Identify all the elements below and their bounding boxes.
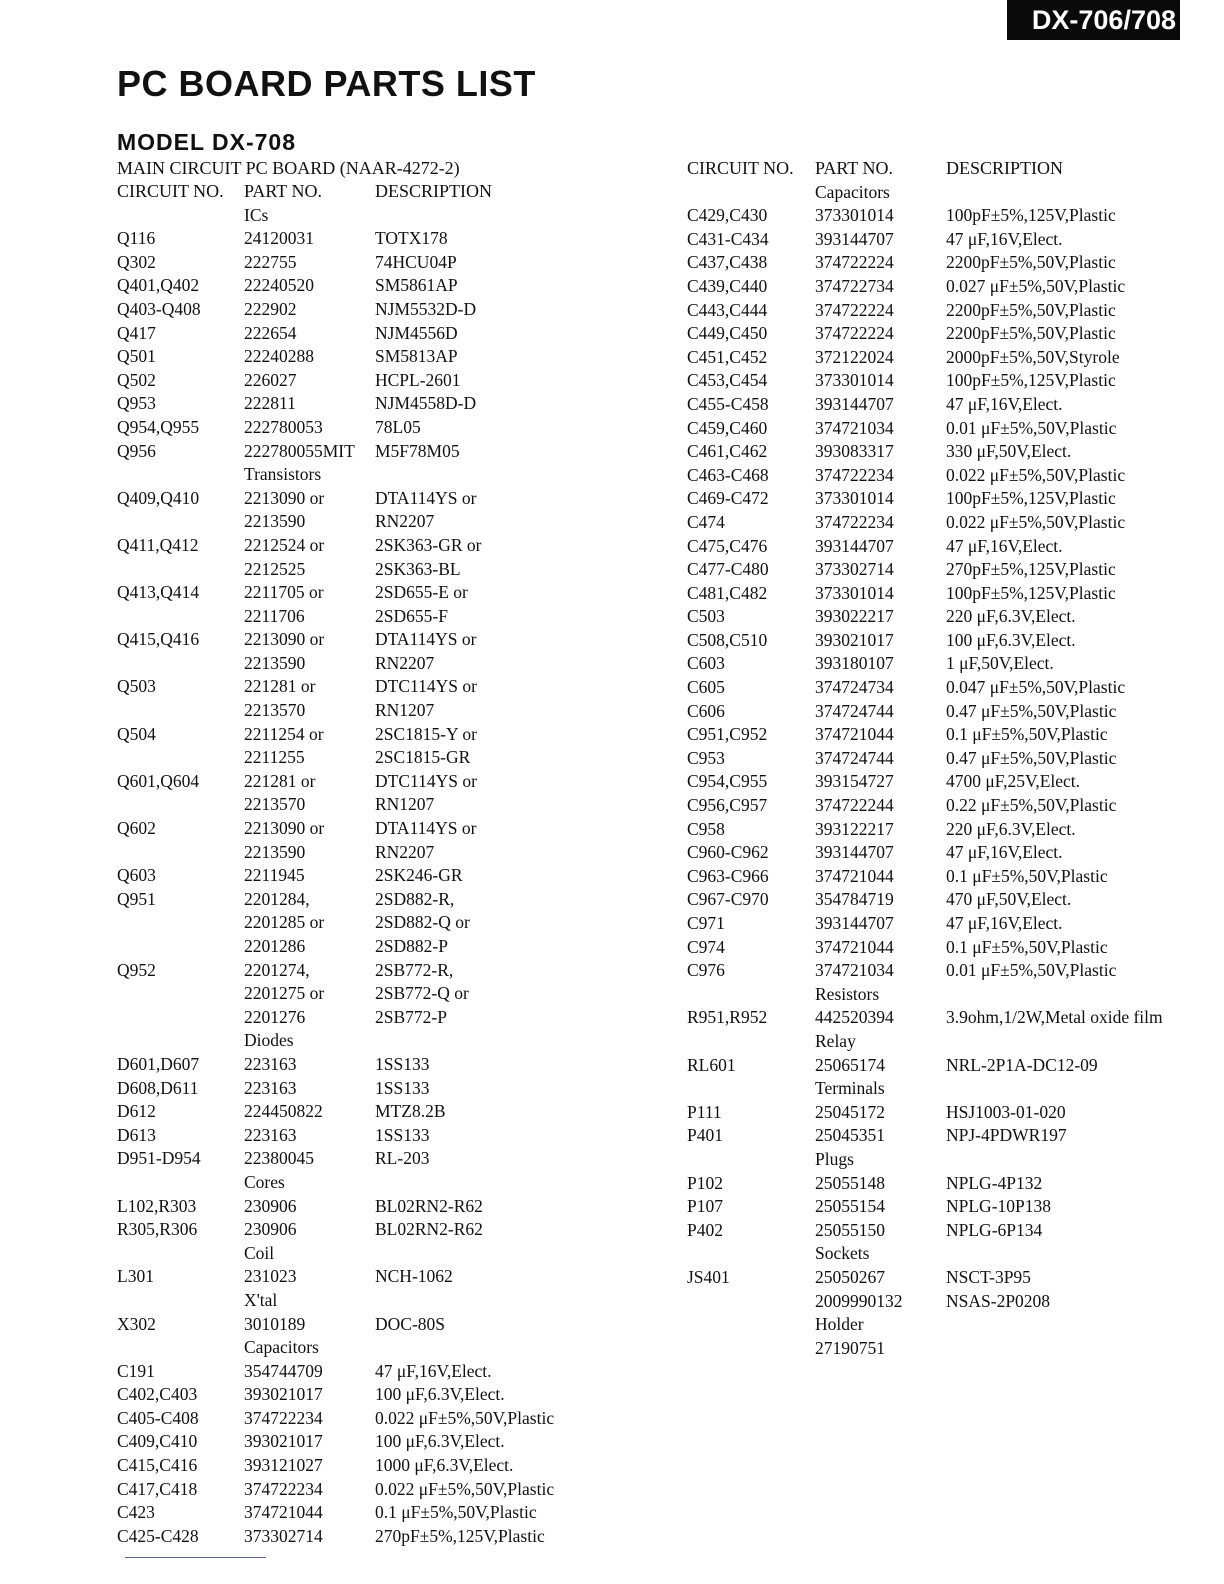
description: 2SB772-R,	[375, 959, 454, 980]
circuit-no: C953	[687, 747, 725, 768]
column-header-circuit-no: CIRCUIT NO.	[687, 158, 794, 178]
part-no: 374721044	[815, 936, 894, 957]
circuit-no: C417,C418	[117, 1478, 198, 1499]
circuit-no: P111	[687, 1101, 722, 1122]
circuit-no: Q956	[117, 440, 156, 461]
part-no: 393154727	[815, 771, 894, 792]
part-no: 231023	[244, 1266, 297, 1287]
part-no: 2201286	[244, 936, 306, 956]
circuit-no: C415,C416	[117, 1455, 198, 1476]
circuit-no: C437,C438	[687, 252, 768, 273]
circuit-no: Q602	[117, 818, 156, 839]
circuit-no: C429,C430	[687, 205, 768, 226]
circuit-no: C954,C955	[687, 771, 768, 792]
circuit-no: Q411,Q412	[117, 534, 199, 555]
part-no: 373302714	[244, 1525, 323, 1546]
part-no: 222811	[244, 393, 296, 414]
description: 1SS133	[375, 1053, 430, 1074]
circuit-no: D601,D607	[117, 1053, 200, 1074]
part-no: 2201284,	[244, 888, 310, 909]
part-no: 2213590	[244, 652, 306, 673]
description: 0.022 μF±5%,50V,Plastic	[375, 1478, 555, 1499]
part-no: 374721044	[815, 724, 894, 745]
description: NJM4558D-D	[375, 393, 477, 414]
description: 100 μF,6.3V,Elect.	[375, 1431, 505, 1452]
part-no: 222654	[244, 322, 297, 343]
circuit-no: C469-C472	[687, 488, 769, 509]
description: 0.1 μF±5%,50V,Plastic	[946, 724, 1108, 745]
part-no: 221281 or	[244, 770, 316, 791]
circuit-no: C605	[687, 677, 725, 698]
circuit-no: C475,C476	[687, 535, 768, 556]
description: M5F78M05	[375, 440, 460, 461]
circuit-no: Q953	[117, 393, 156, 414]
part-no: 374724744	[815, 747, 894, 768]
part-no: 393144707	[815, 913, 894, 933]
description: RN2207	[375, 511, 435, 532]
description: NSCT-3P95	[946, 1266, 1031, 1287]
page-title: PC BOARD PARTS LIST	[117, 63, 536, 104]
circuit-no: Q501	[117, 346, 156, 367]
part-no: 222780055MIT	[244, 440, 355, 461]
circuit-no: Q116	[117, 228, 156, 249]
circuit-no: C463-C468	[687, 464, 769, 485]
part-no: Relay	[815, 1030, 856, 1051]
part-no: 222902	[244, 298, 297, 319]
part-no: 25045351	[815, 1125, 885, 1146]
circuit-no: P102	[687, 1172, 723, 1193]
description: 100pF±5%,125V,Plastic	[946, 582, 1116, 603]
description: HCPL-2601	[375, 369, 461, 390]
description: SM5861AP	[375, 275, 458, 296]
model-heading: MODEL DX-708	[117, 129, 297, 155]
description: BL02RN2-R62	[375, 1219, 483, 1240]
description: BL02RN2-R62	[375, 1195, 483, 1216]
part-no: 223163	[244, 1124, 297, 1145]
part-no: Resistors	[815, 983, 880, 1004]
part-no: 374722234	[244, 1478, 323, 1499]
part-no: 2211705 or	[244, 582, 324, 603]
description: DOC-80S	[375, 1313, 446, 1334]
part-no: 2213090 or	[244, 818, 325, 839]
part-no: 2201275 or	[244, 983, 325, 1004]
circuit-no: D613	[117, 1124, 156, 1145]
part-no: ICs	[244, 204, 269, 225]
description: DTC114YS or	[375, 676, 477, 697]
circuit-no: C405-C408	[117, 1407, 199, 1428]
circuit-no: C474	[687, 511, 725, 532]
part-no: 25055148	[815, 1172, 885, 1193]
circuit-no: C461,C462	[687, 441, 768, 462]
description: 2200pF±5%,50V,Plastic	[946, 299, 1116, 320]
part-no: 373301014	[815, 370, 894, 391]
circuit-no: C191	[117, 1360, 155, 1381]
description: NSAS-2P0208	[946, 1290, 1051, 1311]
circuit-no: C443,C444	[687, 299, 768, 320]
circuit-no: R951,R952	[687, 1007, 768, 1028]
description: NPLG-10P138	[946, 1196, 1052, 1217]
part-no: 2213090 or	[244, 629, 325, 650]
circuit-no: C606	[687, 700, 725, 721]
description: 2SC1815-GR	[375, 747, 471, 768]
circuit-no: Q504	[117, 723, 156, 744]
description: 47 μF,16V,Elect.	[946, 535, 1063, 556]
part-no: 3010189	[244, 1313, 306, 1334]
part-no: 2212525	[244, 558, 306, 579]
circuit-no: C967-C970	[687, 889, 769, 910]
part-no: Capacitors	[244, 1337, 319, 1358]
part-no: 22380045	[244, 1148, 314, 1169]
description: 3.9ohm,1/2W,Metal oxide film	[946, 1007, 1163, 1028]
description: DTA114YS or	[375, 487, 477, 508]
description: HSJ1003-01-020	[946, 1101, 1066, 1122]
circuit-no: Q413,Q414	[117, 582, 200, 603]
part-no: 442520394	[815, 1007, 894, 1028]
description: 0.47 μF±5%,50V,Plastic	[946, 700, 1117, 721]
description: 470 μF,50V,Elect.	[946, 889, 1072, 910]
circuit-no: Q951	[117, 888, 156, 909]
description: 2SD655-F	[375, 605, 448, 626]
part-no: 2201274,	[244, 959, 310, 980]
part-no: 374722234	[815, 511, 894, 532]
part-no: 374721044	[244, 1502, 323, 1523]
part-no: 2213590	[244, 511, 306, 532]
circuit-no: C963-C966	[687, 865, 769, 886]
description: 220 μF,6.3V,Elect.	[946, 606, 1076, 627]
description: TOTX178	[375, 228, 448, 249]
part-no: 25045172	[815, 1101, 885, 1122]
part-no: Diodes	[244, 1030, 294, 1051]
part-no: 22240520	[244, 275, 314, 296]
part-no: 25050267	[815, 1266, 885, 1287]
description: 0.1 μF±5%,50V,Plastic	[946, 936, 1108, 957]
part-no: 374721044	[815, 865, 894, 886]
description: NPLG-6P134	[946, 1219, 1043, 1240]
part-no: 222780053	[244, 416, 323, 437]
circuit-no: C976	[687, 960, 725, 981]
description: NRL-2P1A-DC12-09	[946, 1054, 1098, 1075]
part-no: 373301014	[815, 488, 894, 509]
circuit-no: C481,C482	[687, 582, 768, 603]
part-no: 393144707	[815, 393, 894, 414]
part-no: 224450822	[244, 1101, 323, 1122]
part-no: 2211254 or	[244, 723, 324, 744]
description: 2SB772-Q or	[375, 983, 469, 1004]
part-no: 374722224	[815, 252, 894, 273]
part-no: Coil	[244, 1242, 275, 1263]
part-no: 2213090 or	[244, 487, 325, 508]
part-no: 223163	[244, 1053, 297, 1074]
circuit-no: RL601	[687, 1054, 736, 1075]
description: 74HCU04P	[375, 251, 457, 272]
part-no: 373301014	[815, 205, 894, 226]
description: 100 μF,6.3V,Elect.	[375, 1384, 505, 1405]
description: RN1207	[375, 794, 435, 815]
description: 0.01 μF±5%,50V,Plastic	[946, 960, 1117, 981]
description: 2SD882-P	[375, 936, 448, 956]
circuit-no: R305,R306	[117, 1219, 198, 1240]
circuit-no: Q603	[117, 865, 156, 886]
board-title: MAIN CIRCUIT PC BOARD (NAAR-4272-2)	[117, 158, 460, 178]
description: 100pF±5%,125V,Plastic	[946, 205, 1116, 226]
part-no: 393121027	[244, 1455, 323, 1476]
description: 330 μF,50V,Elect.	[946, 441, 1072, 462]
circuit-no: C425-C428	[117, 1525, 199, 1546]
circuit-no: C449,C450	[687, 323, 768, 344]
circuit-no: X302	[117, 1313, 156, 1334]
circuit-no: C477-C480	[687, 559, 769, 580]
part-no: 393144707	[815, 228, 894, 249]
description: NPJ-4PDWR197	[946, 1125, 1067, 1146]
circuit-no: C956,C957	[687, 795, 768, 816]
part-no: 230906	[244, 1195, 297, 1216]
part-no: 374722224	[815, 299, 894, 320]
description: 47 μF,16V,Elect.	[946, 228, 1063, 249]
description: 2SD882-R,	[375, 888, 455, 909]
circuit-no: C974	[687, 936, 725, 957]
description: NJM5532D-D	[375, 298, 477, 319]
description: 100pF±5%,125V,Plastic	[946, 488, 1116, 509]
circuit-no: Q302	[117, 251, 156, 272]
circuit-no: C603	[687, 653, 725, 674]
description: 78L05	[375, 416, 421, 437]
description: SM5813AP	[375, 346, 458, 367]
circuit-no: Q403-Q408	[117, 298, 201, 319]
part-no: 230906	[244, 1219, 297, 1240]
part-no: 221281 or	[244, 676, 316, 697]
description: 2SK363-BL	[375, 558, 461, 579]
description: 0.47 μF±5%,50V,Plastic	[946, 747, 1117, 768]
part-no: 2213590	[244, 841, 306, 862]
part-no: Plugs	[815, 1148, 854, 1169]
description: 2200pF±5%,50V,Plastic	[946, 252, 1116, 273]
part-no: 393022217	[815, 606, 894, 627]
part-no: 2212524 or	[244, 534, 325, 555]
part-no: 2201276	[244, 1006, 306, 1027]
circuit-no: Q417	[117, 322, 156, 343]
circuit-no: P401	[687, 1125, 723, 1146]
description: NCH-1062	[375, 1266, 453, 1287]
circuit-no: C958	[687, 818, 725, 839]
part-no: 374722224	[815, 323, 894, 344]
part-no: 374722234	[244, 1407, 323, 1428]
circuit-no: C451,C452	[687, 346, 768, 367]
part-no: Transistors	[244, 464, 322, 485]
description: 1 μF,50V,Elect.	[946, 653, 1054, 674]
circuit-no: Q954,Q955	[117, 416, 200, 437]
part-no: 354784719	[815, 889, 894, 910]
description: 2SK246-GR	[375, 865, 463, 886]
circuit-no: P402	[687, 1219, 723, 1240]
circuit-no: Q601,Q604	[117, 770, 200, 791]
description: 1SS133	[375, 1124, 430, 1145]
circuit-no: C439,C440	[687, 275, 768, 296]
part-no: Terminals	[815, 1078, 885, 1099]
circuit-no: D608,D611	[117, 1077, 199, 1098]
description: 2200pF±5%,50V,Plastic	[946, 323, 1116, 344]
description: 0.1 μF±5%,50V,Plastic	[946, 865, 1108, 886]
footer-rule	[125, 1557, 266, 1558]
part-no: 2201285 or	[244, 912, 325, 933]
part-no: 2009990132	[815, 1290, 903, 1311]
description: 1000 μF,6.3V,Elect.	[375, 1455, 514, 1476]
description: 2SC1815-Y or	[375, 723, 477, 744]
circuit-no: C503	[687, 606, 725, 627]
circuit-no: C431-C434	[687, 228, 769, 249]
description: 0.022 μF±5%,50V,Plastic	[946, 511, 1126, 532]
part-no: 373301014	[815, 582, 894, 603]
description: 47 μF,16V,Elect.	[375, 1360, 492, 1381]
part-no: 24120031	[244, 228, 314, 249]
circuit-no: C459,C460	[687, 417, 768, 438]
part-no: 374721034	[815, 417, 894, 438]
description: MTZ8.2B	[375, 1101, 446, 1122]
circuit-no: C971	[687, 913, 725, 933]
column-header-part-no: PART NO.	[244, 181, 322, 201]
part-no: 393021017	[244, 1431, 323, 1452]
description: RN2207	[375, 652, 435, 673]
part-no: 374722734	[815, 275, 894, 296]
description: NPLG-4P132	[946, 1172, 1043, 1193]
description: RN2207	[375, 841, 435, 862]
description: DTA114YS or	[375, 629, 477, 650]
part-no: 354744709	[244, 1360, 323, 1381]
circuit-no: Q503	[117, 676, 156, 697]
part-no: 374724744	[815, 700, 894, 721]
circuit-no: P107	[687, 1196, 723, 1217]
part-no: 22240288	[244, 346, 314, 367]
circuit-no: C423	[117, 1502, 155, 1523]
description: 100pF±5%,125V,Plastic	[946, 370, 1116, 391]
description: 47 μF,16V,Elect.	[946, 842, 1063, 863]
part-no: 2213570	[244, 794, 306, 815]
circuit-no: C508,C510	[687, 629, 768, 650]
circuit-no: Q409,Q410	[117, 487, 200, 508]
part-no: Sockets	[815, 1243, 870, 1264]
part-no: Capacitors	[815, 181, 890, 202]
circuit-no: C402,C403	[117, 1384, 198, 1405]
part-no: 393083317	[815, 441, 894, 462]
column-header-description: DESCRIPTION	[946, 158, 1064, 178]
part-no: 393021017	[815, 629, 894, 650]
description: NJM4556D	[375, 322, 458, 343]
part-no: 373302714	[815, 559, 894, 580]
part-no: 2211945	[244, 865, 305, 886]
description: 2000pF±5%,50V,Styrole	[946, 346, 1120, 367]
part-no: Holder	[815, 1314, 864, 1335]
part-no: 2213570	[244, 700, 306, 721]
description: RL-203	[375, 1148, 430, 1169]
part-no: Cores	[244, 1171, 285, 1192]
part-no: 27190751	[815, 1337, 885, 1358]
description: 100 μF,6.3V,Elect.	[946, 629, 1076, 650]
column-header-description: DESCRIPTION	[375, 181, 493, 201]
description: 220 μF,6.3V,Elect.	[946, 818, 1076, 839]
description: 2SD882-Q or	[375, 912, 470, 933]
column-header-circuit-no: CIRCUIT NO.	[117, 181, 224, 201]
part-no: 393122217	[815, 818, 894, 839]
description: 270pF±5%,125V,Plastic	[375, 1525, 545, 1546]
description: 0.047 μF±5%,50V,Plastic	[946, 677, 1126, 698]
part-no: 374722244	[815, 795, 894, 816]
description: 47 μF,16V,Elect.	[946, 913, 1063, 933]
circuit-no: Q502	[117, 369, 156, 390]
description: 2SK363-GR or	[375, 534, 482, 555]
description: 1SS133	[375, 1077, 430, 1098]
description: 0.1 μF±5%,50V,Plastic	[375, 1502, 537, 1523]
part-no: 25055154	[815, 1196, 885, 1217]
part-no: 393144707	[815, 535, 894, 556]
part-no: 393180107	[815, 653, 894, 674]
circuit-no: C455-C458	[687, 393, 769, 414]
part-no: 393144707	[815, 842, 894, 863]
circuit-no: C409,C410	[117, 1431, 198, 1452]
circuit-no: Q952	[117, 959, 156, 980]
circuit-no: C951,C952	[687, 724, 768, 745]
circuit-no: D951-D954	[117, 1148, 201, 1169]
circuit-no: C453,C454	[687, 370, 768, 391]
model-tag: DX-706/708	[1007, 0, 1180, 40]
description: RN1207	[375, 700, 435, 721]
part-no: 25055150	[815, 1219, 885, 1240]
circuit-no: Q401,Q402	[117, 275, 200, 296]
column-header-part-no: PART NO.	[815, 158, 893, 178]
circuit-no: Q415,Q416	[117, 629, 200, 650]
description: 0.027 μF±5%,50V,Plastic	[946, 275, 1126, 296]
part-no: 223163	[244, 1077, 297, 1098]
description: 0.022 μF±5%,50V,Plastic	[946, 464, 1126, 485]
description: 47 μF,16V,Elect.	[946, 393, 1063, 414]
circuit-no: L301	[117, 1266, 154, 1287]
description: 270pF±5%,125V,Plastic	[946, 559, 1116, 580]
part-no: 372122024	[815, 346, 894, 367]
circuit-no: C960-C962	[687, 842, 769, 863]
part-no: 393021017	[244, 1384, 323, 1405]
description: 0.022 μF±5%,50V,Plastic	[375, 1407, 555, 1428]
description: DTA114YS or	[375, 818, 477, 839]
description: 2SD655-E or	[375, 582, 468, 603]
description: DTC114YS or	[375, 770, 477, 791]
circuit-no: L102,R303	[117, 1195, 197, 1216]
description: 2SB772-P	[375, 1006, 447, 1027]
circuit-no: D612	[117, 1101, 156, 1122]
part-no: 374721034	[815, 960, 894, 981]
part-no: 25065174	[815, 1054, 885, 1075]
description: 4700 μF,25V,Elect.	[946, 771, 1081, 792]
part-no: X'tal	[244, 1289, 278, 1310]
circuit-no: JS401	[687, 1266, 730, 1287]
part-no: 2211255	[244, 747, 305, 768]
part-no: 374722234	[815, 464, 894, 485]
part-no: 374724734	[815, 677, 894, 698]
part-no: 2211706	[244, 605, 305, 626]
description: 0.01 μF±5%,50V,Plastic	[946, 417, 1117, 438]
part-no: 226027	[244, 369, 297, 390]
part-no: 222755	[244, 251, 297, 272]
description: 0.22 μF±5%,50V,Plastic	[946, 795, 1117, 816]
